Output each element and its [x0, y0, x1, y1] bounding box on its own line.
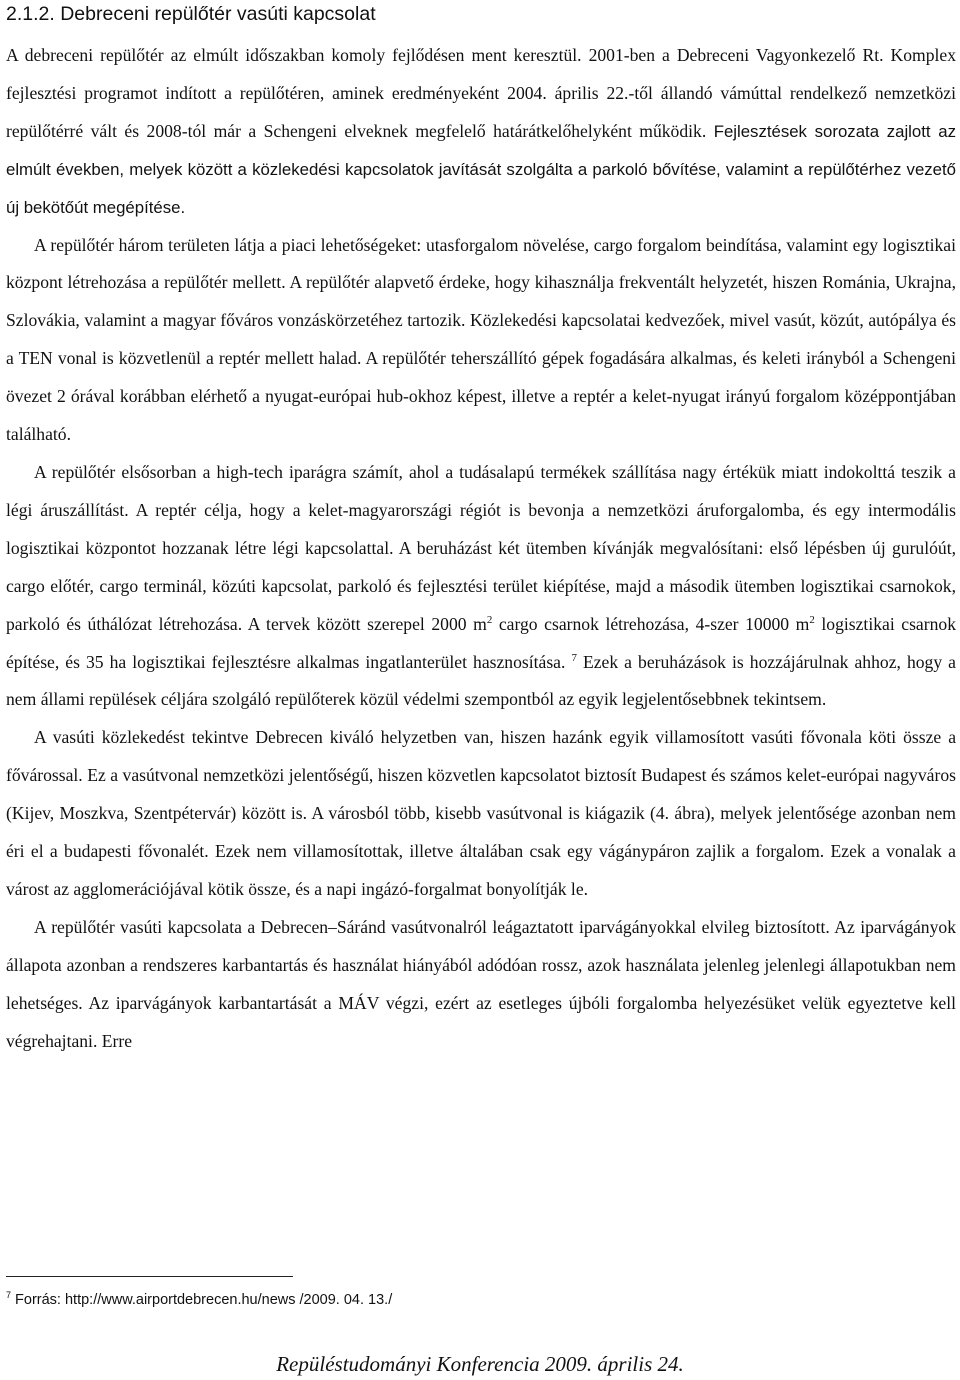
paragraph-3-part-d: Ezek a beruházások is hozzájárulnak ahhoz, hogy a nem állami repülések céljára szolgáló repülőterek közül védelmi szempontból az egyik legjelentősebbnek tekintsem. [6, 651, 956, 710]
footnote-reference[interactable]: 7 [571, 651, 577, 664]
page-footer: Repüléstudományi Konferencia 2009. április 24. [276, 1352, 684, 1376]
footnote [6, 1290, 392, 1310]
paragraph-1-part-b: Fejlesztések sorozata zajlott az elmúlt években, melyek között a közlekedési kapcsolatok javítását szolgálta a parkoló bővítése, valamint a repülőtérhez vezető új bekötőút megépítése. [6, 121, 956, 217]
footnote-text: Forrás: http://www.airportdebrecen.hu/news /2009. 04. 13./ [11, 1292, 393, 1308]
paragraph-3 [6, 454, 956, 719]
footnote-divider [6, 1276, 293, 1277]
paragraph-1-part-a: A debreceni repülőtér az elmúlt időszakban komoly fejlődésen ment keresztül. 2001-ben a Debreceni Vagyonkezelő Rt. Komplex fejlesztési programot indított a repülőtéren, aminek eredményeként 2004. április 22.-től állandó vámúttal rendelkező nemzetközi repülőtérré vált és 2008-tól már a Schengeni elveknek megfelelő határátkelőhelyként működik. [6, 45, 956, 141]
paragraph-3-part-b: cargo csarnok létrehozása, 4-szer 10000 m [492, 613, 810, 634]
paragraph-3-part-c: logisztikai csarnok építése, és 35 ha logisztikai fejlesztésre alkalmas ingatlanterület hasznosítása. [6, 613, 956, 672]
footnote-number: 7 [6, 1290, 11, 1301]
body-text [6, 37, 956, 1060]
paragraph-2: A repülőtér három területen látja a piaci lehetőségeket: utasforgalom növelése, cargo forgalom beindítása, valamint egy logisztikai központ létrehozása a repülőtér mellett. A repülőtér alapvető érdeke, hogy kihasználja frekventált helyzetét, hiszen Románia, Ukrajna, Szlovákia, valamint a magyar főváros vonzáskörzetéhez tartozik. Közlekedési kapcsolatai kedvezőek, mivel vasút, közút, autópálya és a TEN vonal is közvetlenül a reptér mellett halad. A repülőtér teherszállító gépek fogadására alkalmas, és keleti irányból a Schengeni övezet 2 órával korábban elérhető a nyugat-európai hub-okhoz képest, illetve a reptér a kelet-nyugat irányú forgalom középpontjában található. [6, 234, 956, 445]
superscript-square: 2 [486, 613, 493, 626]
paragraph-3-part-a: A repülőtér elsősorban a high-tech iparágra számít, ahol a tudásalapú termékek szállítása nagy értékük miatt indokolttá teszik a légi áruszállítást. A reptér célja, hogy a kelet-magyarországi régiót is bevonja a nemzetközi áruforgalomba, és egy intermodális logisztikai központot hozzanak létre légi kapcsolattal. A beruházást két ütemben kívánják megvalósítani: első lépésben új gurulóút, cargo előtér, cargo terminál, közúti kapcsolat, parkoló és fejlesztési terület kiépítése, majd a második ütemben logisztikai csarnokok, parkoló és úthálózat létrehozása. A tervek között szerepel 2000 m [6, 461, 956, 634]
paragraph-4: A vasúti közlekedést tekintve Debrecen kiváló helyzetben van, hiszen hazánk egyik villamosított vasúti fővonala köti össze a fővárossal. Ez a vasútvonal nemzetközi jelentőségű, hiszen közvetlen kapcsolatot biztosít Budapest és számos kelet-európai nagyváros (Kijev, Moszkva, Szentpétervár) között is. A városból több, kisebb vasútvonal is kiágazik (4. ábra), melyek jelentősége azonban nem éri el a budapesti fővonalét. Ezek nem villamosítottak, illetve általában csak egy vágánypáron zajlik a forgalom. Ezek a vonalak a várost az agglomerációjával kötik össze, és a napi ingázó-forgalmat bonyolítják le. [6, 727, 956, 899]
paragraph-1 [6, 37, 956, 227]
section-heading: 2.1.2. Debreceni repülőtér vasúti kapcsolat [6, 3, 376, 25]
superscript-square: 2 [809, 613, 815, 626]
paragraph-5: A repülőtér vasúti kapcsolata a Debrecen–Sáránd vasútvonalról leágaztatott iparvágányokkal elvileg biztosított. Az iparvágányok állapota azonban a rendszeres karbantartás és használat hiányából adódóan rossz, azok használata jelenleg jelenlegi állapotukban nem lehetséges. Az iparvágányok karbantartását a MÁV végzi, ezért az esetleges újbóli forgalomba helyezésüket velük egyeztetve kell végrehajtani. Erre [6, 916, 956, 1051]
